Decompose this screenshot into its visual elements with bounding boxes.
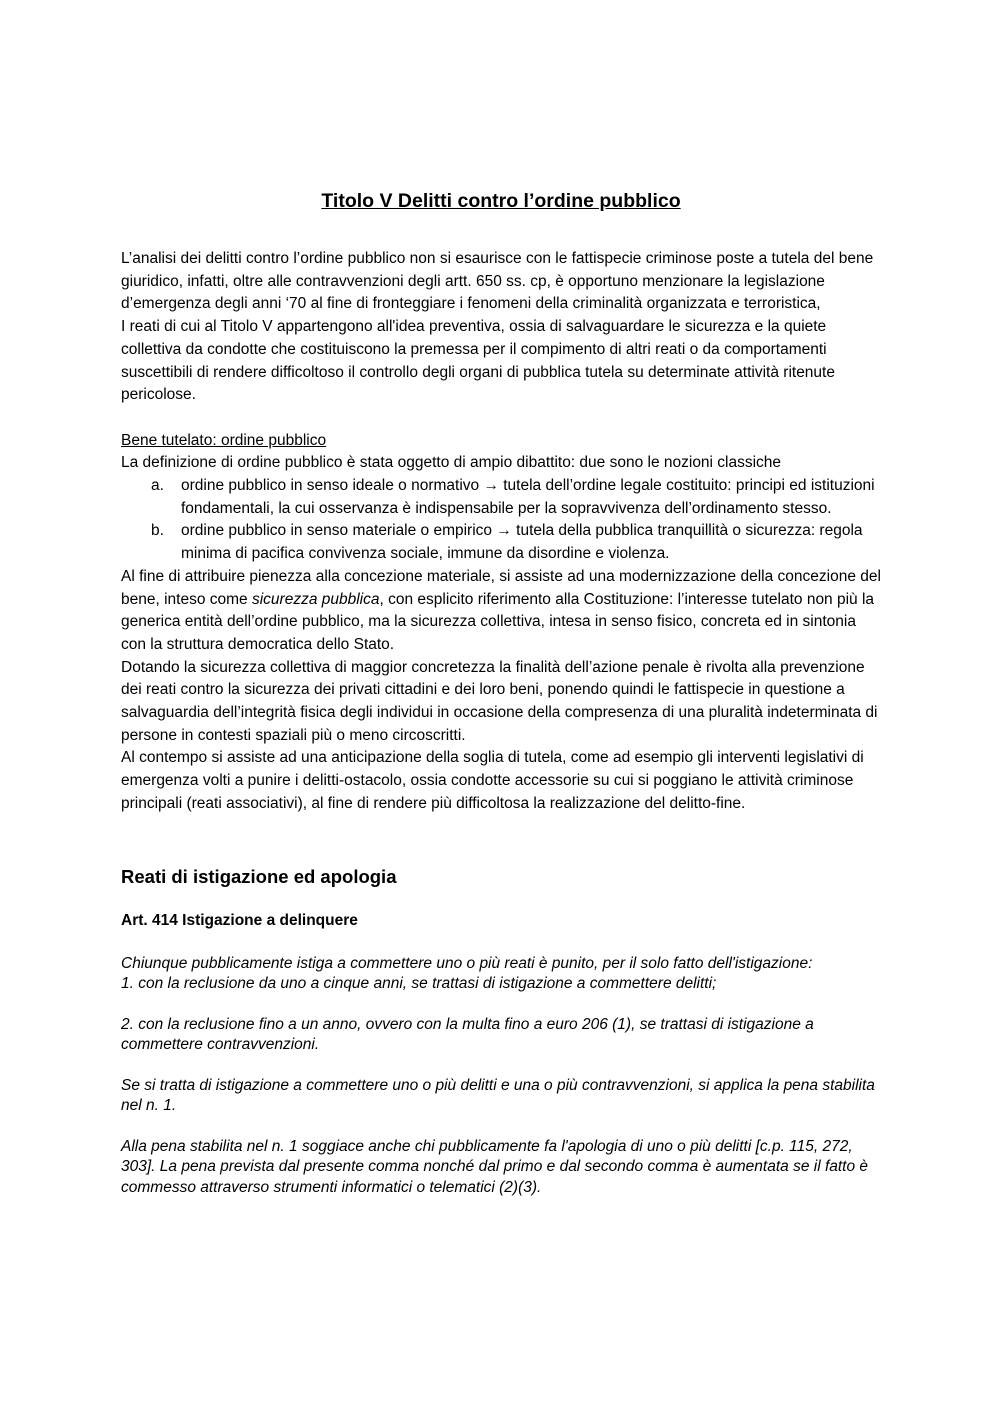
- bene-intro: La definizione di ordine pubblico è stata oggetto di ampio dibattito: due sono le nozioni classiche: [121, 454, 782, 472]
- paragraph-gap: [121, 407, 881, 430]
- article-text-5: Alla pena stabilita nel n. 1 soggiace anche chi pubblicamente fa l'apologia di uno o più delitti [c.p. 115, 272, 303]. La pena prevista dal presente comma nonché dal primo e dal secondo comma è aumentata se il fatto è commesso attraverso strumenti informatici o telematici (2)(3).: [121, 1137, 869, 1196]
- nozioni-list: [121, 475, 881, 566]
- paragraph-materiale: [121, 566, 881, 657]
- page-title: Titolo V Delitti contro l’ordine pubblico: [321, 190, 681, 212]
- intro-paragraph-2: I reati di cui al Titolo V appartengono all'idea preventiva, ossia di salvaguardare le sicurezza e la quiete collettiva da condotte che costituiscono la premessa per il compimento di altri reati o da comportamenti suscettibili di rendere difficoltoso il controllo degli organi di pubblica tutela su determinate attività ritenute pericolose.: [121, 318, 835, 404]
- list-item-text: ordine pubblico in senso materiale o empirico → tutela della pubblica tranquillità o sicurezza: regola minima di pacifica convivenza sociale, immune da disordine e violenza.: [181, 522, 863, 563]
- article-text-3: 2. con la reclusione fino a un anno, ovvero con la multa fino a euro 206 (1), se trattasi di istigazione a commettere contravvenzioni.: [121, 1015, 814, 1054]
- section-heading: Reati di istigazione ed apologia: [121, 865, 397, 887]
- article-text-1: Chiunque pubblicamente istiga a commettere uno o più reati è punito, per il solo fatto dell'istigazione:: [121, 954, 813, 972]
- list-item: [121, 475, 881, 520]
- paragraph-contempo: Al contempo si assiste ad una anticipazione della soglia di tutela, come ad esempio gli interventi legislativi di emergenza volti a punire i delitti-ostacolo, ossia condotte accessorie su cui si poggiano le attività criminose principali (reati associativi), al fine di rendere più difficoltosa la realizzazione del delitto-fine.: [121, 749, 864, 812]
- list-item-text: ordine pubblico in senso ideale o normativo → tutela dell’ordine legale costituito: principi ed istituzioni fondamentali, la cui osservanza è indispensabile per la sopravvivenza dell’ordinamento stesso.: [181, 477, 875, 517]
- paragraph-dotando: Dotando la sicurezza collettiva di maggior concretezza la finalità dell’azione penale è rivolta alla prevenzione dei reati contro la sicurezza dei privati cittadini e dei loro beni, ponendo quindi le fattispecie in questione a salvaguardia dell’integrità fisica degli individui in occasione della compresenza di una pluralità indeterminata di persone in contesti spaziali più o meno circoscritti.: [121, 658, 878, 744]
- list-marker: b.: [151, 522, 164, 540]
- article-text-2: 1. con la reclusione da uno a cinque anni, se trattasi di istigazione a commettere delitti;: [121, 975, 717, 993]
- article-heading: Art. 414 Istigazione a delinquere: [121, 911, 358, 929]
- bene-heading: Bene tutelato: ordine pubblico: [121, 431, 327, 449]
- list-marker: a.: [151, 477, 164, 495]
- document-page: [121, 187, 881, 1198]
- paragraph-materiale-start: Al fine di attribuire pienezza alla concezione materiale, si assiste ad una modernizzazione della concezione del bene, inteso come: [121, 567, 881, 608]
- list-item: [121, 520, 881, 565]
- paragraph-materiale-end: , con esplicito riferimento alla Costituzione: l’interesse tutelato non più la generica entità dell’ordine pubblico, ma la sicurezza collettiva, intesa in senso fisico, concreta ed in sintonia con la struttura democratica dello Stato.: [121, 590, 875, 653]
- article-text-4: Se si tratta di istigazione a commettere uno o più delitti e una o più contravvenzioni, si applica la pena stabilita nel n. 1.: [121, 1076, 875, 1115]
- paragraph-materiale-emphasis: sicurezza pubblica: [251, 590, 380, 608]
- intro-paragraph-1: L’analisi dei delitti contro l’ordine pubblico non si esaurisce con le fattispecie criminose poste a tutela del bene giuridico, infatti, oltre alle contravvenzioni degli artt. 650 ss. cp, è opportuno menzionare la legislazione d’emergenza degli anni ‘70 al fine di fronteggiare i fenomeni della criminalità organizzata e terroristica,: [121, 250, 874, 313]
